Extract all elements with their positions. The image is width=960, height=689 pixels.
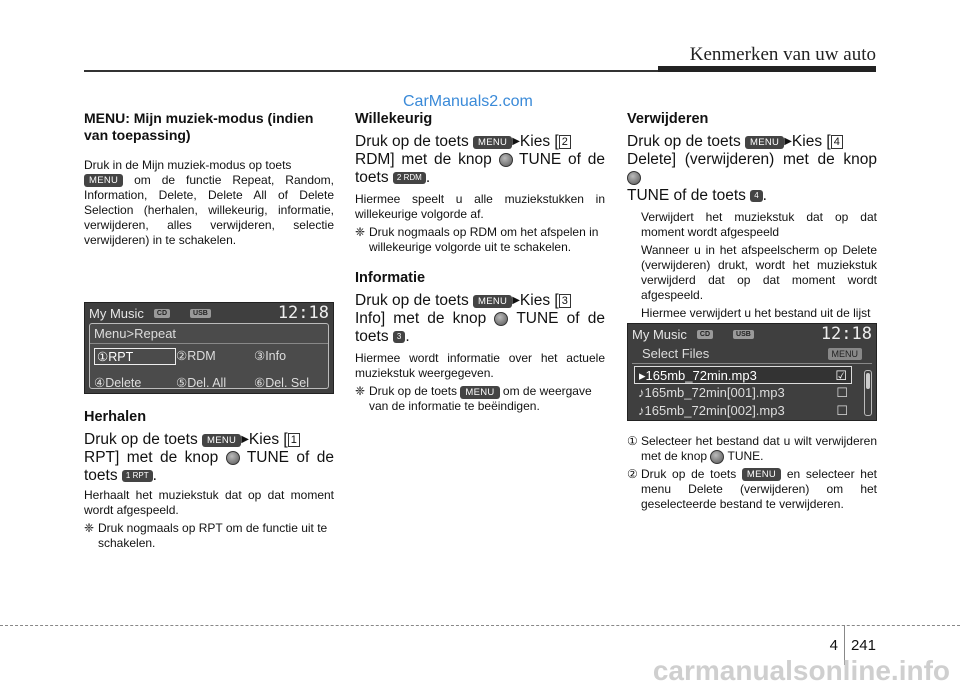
steps-verwijderen [627, 434, 877, 515]
column-3 [627, 110, 877, 324]
page-number-value: 241 [850, 636, 876, 654]
watermark-top[interactable]: CarManuals2.com [403, 93, 533, 110]
header-rule-thick [658, 66, 876, 72]
step-1: ① Selecteer het bestand dat u wilt verwijderen met de knop TUNE. [627, 434, 877, 463]
cd-badge: CD [154, 309, 170, 318]
section-heading-menu: MENU: Mijn muziek-modus (indien van toepassing) [84, 110, 314, 143]
watermark-bottom[interactable]: carmanualsonline.info [652, 655, 950, 686]
rpt-button-icon: 1 RPT [122, 470, 153, 482]
scrollbar [864, 370, 872, 416]
delete-button-icon: 4 [750, 190, 762, 202]
footer-rule [0, 625, 960, 626]
option-delete: ④Delete [94, 376, 142, 390]
tune-knob-icon [710, 450, 724, 464]
screen-heading: Select Files [642, 346, 710, 361]
tune-knob-icon [226, 451, 240, 465]
chapter-number: 4 [829, 636, 838, 654]
column-1 [84, 110, 334, 251]
step-herhalen: Druk op de toets MENU ▶Kies [ 1 RPT] met de knop TUNE of de toets 1 RPT . [84, 431, 335, 485]
header-rule [84, 70, 658, 72]
menu-button-icon: MENU [460, 386, 499, 399]
menu-button-icon: MENU [202, 434, 241, 447]
option-del-sel: ⑥Del. Sel [254, 376, 309, 390]
note-willekeurig: ❈ Druk nogmaals op RDM om het afspelen in willekeurige volgorde uit te schakelen. [355, 225, 599, 255]
note-informatie: ❈ Druk op de toets MENU om de weergave van de informatie te beëindigen. [355, 384, 592, 414]
screen-menu-badge: MENU [828, 348, 863, 360]
option-info: ③Info [254, 349, 287, 363]
menu-button-icon: MENU [745, 136, 784, 149]
option-rdm: ②RDM [176, 349, 216, 363]
step-informatie: Druk op de toets MENU ▶Kies [ 3 Info] met de knop TUNE of de toets 3 . [355, 292, 605, 346]
desc-herhalen: Herhaalt het muziekstuk dat op dat moment wordt afgespeeld. [84, 488, 334, 518]
option-del-all: ⑤Del. All [176, 376, 227, 390]
column-2 [355, 110, 605, 417]
clock: 12:18 [820, 324, 872, 344]
desc-informatie: Hiermee wordt informatie over het actuele muziekstuk weergegeven. [355, 351, 605, 381]
menu-button-icon: MENU [473, 295, 512, 308]
rdm-button-icon: 2 RDM [393, 172, 426, 184]
tune-knob-icon [499, 153, 513, 167]
heading-willekeurig: Willekeurig [355, 111, 433, 127]
desc-delete-1: Verwijdert het muziekstuk dat op dat moment wordt afgespeeld [641, 210, 877, 240]
file-row: ♪165mb_72min[001].mp3 ☐ [638, 385, 848, 400]
tune-knob-icon [627, 171, 641, 185]
file-row: ▸165mb_72min.mp3 ☑ [634, 366, 852, 384]
usb-badge: USB [733, 330, 754, 339]
screen-menu-repeat [84, 302, 334, 394]
checkbox-icon: ☑ [835, 368, 847, 383]
step-willekeurig: Druk op de toets MENU ▶Kies [ 2 RDM] met de knop TUNE of de toets 2 RDM . [355, 133, 606, 187]
desc-delete-2: Wanneer u in het afspeelscherm op Delete (verwijderen) drukt, wordt het muziekstuk verwijderd dat op dat moment wordt afgespeeld. [641, 243, 877, 303]
file-row: ♪165mb_72min[002].mp3 ☐ [638, 403, 848, 418]
tune-knob-icon [494, 312, 508, 326]
info-button-icon: 3 [393, 331, 405, 343]
menu-button-icon: MENU [742, 468, 781, 481]
heading-verwijderen: Verwijderen [627, 111, 709, 127]
option-rpt: ①RPT [94, 348, 176, 365]
cd-badge: CD [697, 330, 713, 339]
screen-title: My Music [89, 305, 144, 321]
checkbox-icon: ☐ [836, 403, 848, 418]
usb-badge: USB [190, 309, 211, 318]
section-herhalen [84, 408, 334, 554]
menu-button-icon: MENU [473, 136, 512, 149]
heading-informatie: Informatie [355, 270, 426, 287]
intro-text: Druk in de Mijn muziek-modus op toets MENU om de functie Repeat, Random, Information, Delete, Delete All of Delete Selection (herhalen, willekeurig, informatie, verwijderen, alles verwijderen, selectie verwijderen) in te schakelen. [84, 158, 334, 247]
desc-delete-3: Hiermee verwijdert u het bestand uit de lijst [641, 306, 871, 321]
checkbox-icon: ☐ [836, 385, 848, 400]
heading-herhalen: Herhalen [84, 409, 147, 425]
menu-button-icon: MENU [84, 174, 123, 187]
note-herhalen: ❈ Druk nogmaals op RPT om de functie uit te schakelen. [84, 521, 328, 551]
screen-title: My Music [632, 326, 687, 342]
screen-select-files [627, 323, 877, 421]
step-verwijderen: Druk op de toets MENU ▶Kies [ 4 Delete] (verwijderen) met de knop TUNE of de toets 4 . [627, 133, 877, 205]
clock: 12:18 [277, 303, 329, 323]
desc-willekeurig: Hiermee speelt u alle muziekstukken in willekeurige volgorde af. [355, 192, 605, 222]
step-2: ② Druk op de toets MENU en selecteer het menu Delete (verwijderen) om het geselecteerde bestand te verwijderen. [627, 467, 877, 511]
screen-path: Menu>Repeat [90, 324, 328, 344]
chapter-title: Kenmerken van uw auto [689, 44, 876, 65]
